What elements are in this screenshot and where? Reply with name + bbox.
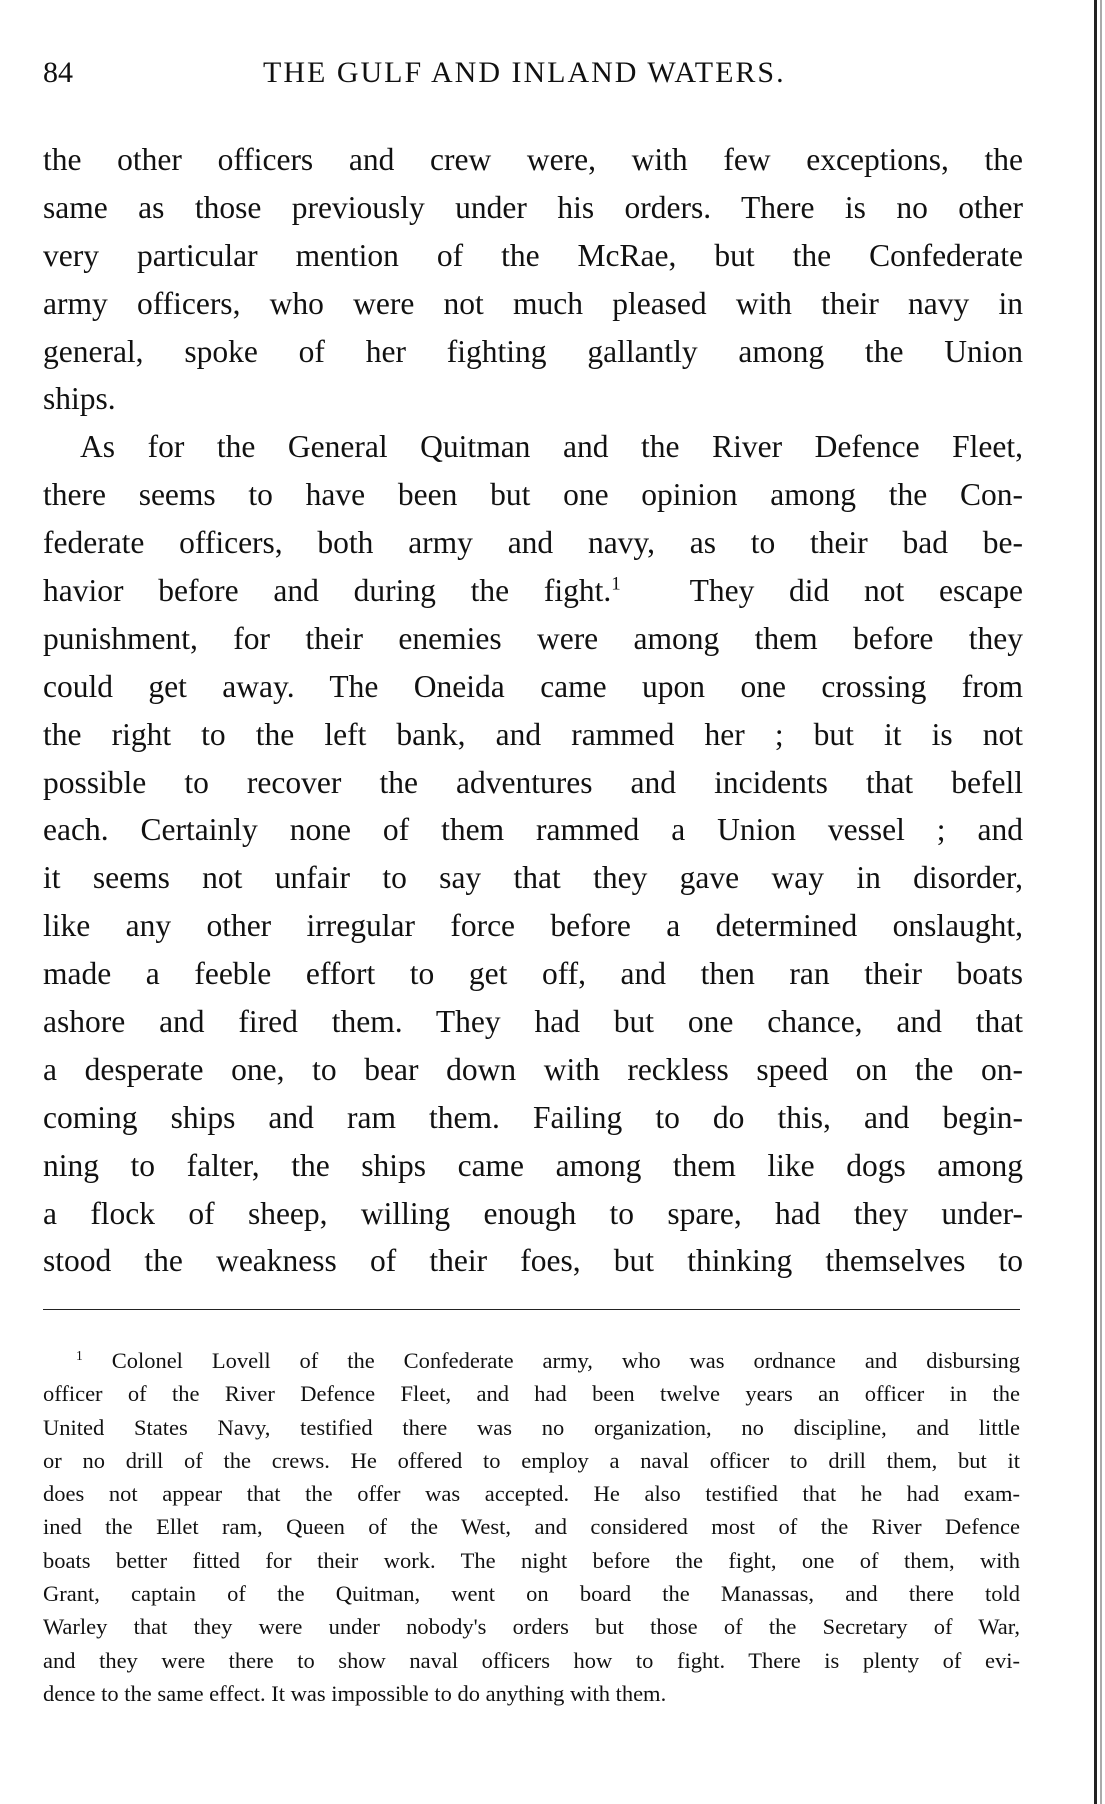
body-line: general, spoke of her fighting gallantly among the Union — [43, 333, 1023, 369]
body-line: possible to recover the adventures and incidents that befell — [43, 764, 1023, 800]
footnote-marker: 1 — [76, 1347, 83, 1363]
body-line: coming ships and ram them. Failing to do this, and begin- — [43, 1099, 1023, 1135]
running-title: THE GULF AND INLAND WATERS. — [263, 56, 786, 89]
body-line: the right to the left bank, and rammed her ; but it is not — [43, 716, 1023, 752]
body-line: like any other irregular force before a determined onslaught, — [43, 908, 1023, 944]
page-edge-shadow-secondary — [1100, 0, 1102, 1804]
body-line-part: havior before and during the fight. — [43, 573, 612, 609]
body-line-part: They did not escape — [689, 573, 1023, 609]
footnote-line: officer of the River Defence Fleet, and had been twelve years an officer in the — [43, 1381, 1020, 1407]
footnote-line: or no drill of the crews. He offered to employ a naval officer to drill them, but it — [43, 1447, 1020, 1473]
body-line: each. Certainly none of them rammed a Union vessel ; and — [43, 812, 1023, 848]
body-line: a flock of sheep, willing enough to spare, had they under- — [43, 1195, 1023, 1231]
footnote-line-text: Colonel Lovell of the Confederate army, who was ordnance and disbursing — [111, 1348, 1021, 1373]
body-line: ashore and fired them. They had but one chance, and that — [43, 1004, 1023, 1040]
body-line: punishment, for their enemies were among them before they — [43, 620, 1023, 656]
body-line: army officers, who were not much pleased with their navy in — [43, 285, 1023, 321]
footnote-line: boats better fitted for their work. The night before the fight, one of them, with — [43, 1547, 1020, 1573]
footnote-line: ined the Ellet ram, Queen of the West, and considered most of the River Defence — [43, 1514, 1020, 1540]
footnote-divider — [43, 1309, 1020, 1310]
body-line: stood the weakness of their foes, but thinking themselves to — [43, 1243, 1023, 1279]
footnote-line: Warley that they were under nobody's orders but those of the Secretary of War, — [43, 1614, 1020, 1640]
running-header — [43, 56, 1023, 96]
body-line: ships. — [43, 381, 116, 417]
body-line: the other officers and crew were, with few exceptions, the — [43, 142, 1023, 177]
footnote-line: and they were there to show naval officers how to fight. There is plenty of evi- — [43, 1647, 1020, 1673]
footnote-line: does not appear that the offer was accepted. He also testified that he had exam- — [43, 1481, 1020, 1507]
body-line: same as those previously under his orders. There is no other — [43, 189, 1023, 225]
footnote-line — [62, 1344, 1020, 1377]
body-line: could get away. The Oneida came upon one crossing from — [43, 668, 1023, 704]
body-line: it seems not unfair to say that they gave way in disorder, — [43, 860, 1023, 896]
page-number: 84 — [43, 56, 73, 89]
footnote-line: United States Navy, testified there was no organization, no discipline, and little — [43, 1414, 1020, 1440]
footnote-line: Grant, captain of the Quitman, went on board the Manassas, and there told — [43, 1581, 1020, 1607]
footnote-reference[interactable]: 1 — [611, 573, 621, 595]
body-line: there seems to have been but one opinion among the Con- — [43, 477, 1023, 513]
body-line: ning to falter, the ships came among them like dogs among — [43, 1147, 1023, 1183]
body-line: As for the General Quitman and the River Defence Fleet, — [80, 429, 1023, 465]
body-line: made a feeble effort to get off, and then ran their boats — [43, 956, 1023, 992]
body-line: very particular mention of the McRae, but the Confederate — [43, 237, 1023, 273]
page-edge-shadow — [1094, 0, 1097, 1804]
body-line: federate officers, both army and navy, as to their bad be- — [43, 525, 1023, 561]
body-text — [43, 136, 1023, 1285]
footnote — [43, 1344, 1021, 1710]
body-line-with-footnote-ref — [43, 567, 1023, 615]
body-line: a desperate one, to bear down with reckless speed on the on- — [43, 1051, 1023, 1087]
footnote-line: dence to the same effect. It was impossible to do anything with them. — [43, 1680, 667, 1706]
